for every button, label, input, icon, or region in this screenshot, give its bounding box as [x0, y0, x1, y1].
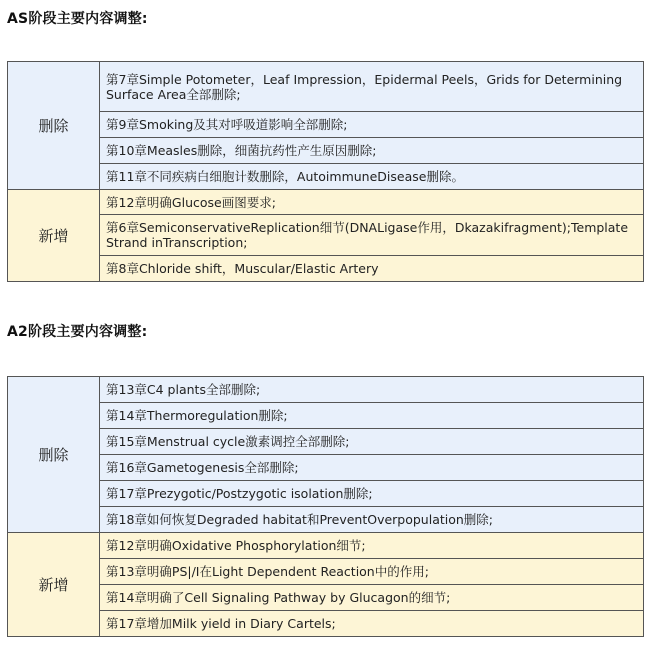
- table-row: [8, 164, 644, 190]
- list-item: 第10章Measles删除，细菌抗药性产生原因删除;: [100, 138, 644, 164]
- list-item: 第18章如何恢复Degraded habitat和PreventOverpopulation删除;: [100, 507, 644, 533]
- table-row: [8, 377, 644, 403]
- category-add: 新增: [8, 533, 100, 637]
- table-row: [8, 533, 644, 559]
- list-item: 第16章Gametogenesis全部删除;: [100, 455, 644, 481]
- as-adjustment-table: [7, 61, 644, 282]
- category-add: 新增: [8, 190, 100, 282]
- category-delete: 删除: [8, 62, 100, 190]
- table-row: [8, 429, 644, 455]
- table-row: [8, 256, 644, 282]
- list-item: 第17章增加Milk yield in Diary Cartels;: [100, 611, 644, 637]
- list-item: 第14章Thermoregulation删除;: [100, 403, 644, 429]
- table-row: [8, 611, 644, 637]
- table-row: [8, 585, 644, 611]
- list-item: 第7章Simple Potometer，Leaf Impression，Epidermal Peels，Grids for Determining Surface Area全部删除;: [100, 62, 644, 112]
- list-item: 第6章SemiconservativeReplication细节(DNALigase作用，Dkazakifragment);Template Strand inTranscription;: [100, 215, 644, 256]
- table-row: [8, 559, 644, 585]
- table-row: [8, 481, 644, 507]
- table-row: [8, 112, 644, 138]
- list-item: 第12章明确Glucose画图要求;: [100, 190, 644, 215]
- list-item: 第14章明确了Cell Signaling Pathway by Glucagon的细节;: [100, 585, 644, 611]
- table-row: [8, 215, 644, 256]
- list-item: 第17章Prezygotic/Postzygotic isolation删除;: [100, 481, 644, 507]
- a2-section-heading: A2阶段主要内容调整:: [7, 324, 148, 340]
- list-item: 第8章Chloride shift，Muscular/Elastic Artery: [100, 256, 644, 282]
- list-item: 第9章Smoking及其对呼吸道影响全部删除;: [100, 112, 644, 138]
- a2-adjustment-table: [7, 376, 644, 637]
- list-item: 第11章不同疾病白细胞计数删除，AutoimmuneDisease删除。: [100, 164, 644, 190]
- table-row: [8, 62, 644, 112]
- table-row: [8, 507, 644, 533]
- list-item: 第13章明确PS|/I在Light Dependent Reaction中的作用;: [100, 559, 644, 585]
- table-row: [8, 455, 644, 481]
- list-item: 第13章C4 plants全部删除;: [100, 377, 644, 403]
- table-row: [8, 190, 644, 215]
- as-section-heading: AS阶段主要内容调整:: [7, 11, 148, 27]
- list-item: 第15章Menstrual cycle激素调控全部删除;: [100, 429, 644, 455]
- category-delete: 删除: [8, 377, 100, 533]
- list-item: 第12章明确Oxidative Phosphorylation细节;: [100, 533, 644, 559]
- table-row: [8, 138, 644, 164]
- table-row: [8, 403, 644, 429]
